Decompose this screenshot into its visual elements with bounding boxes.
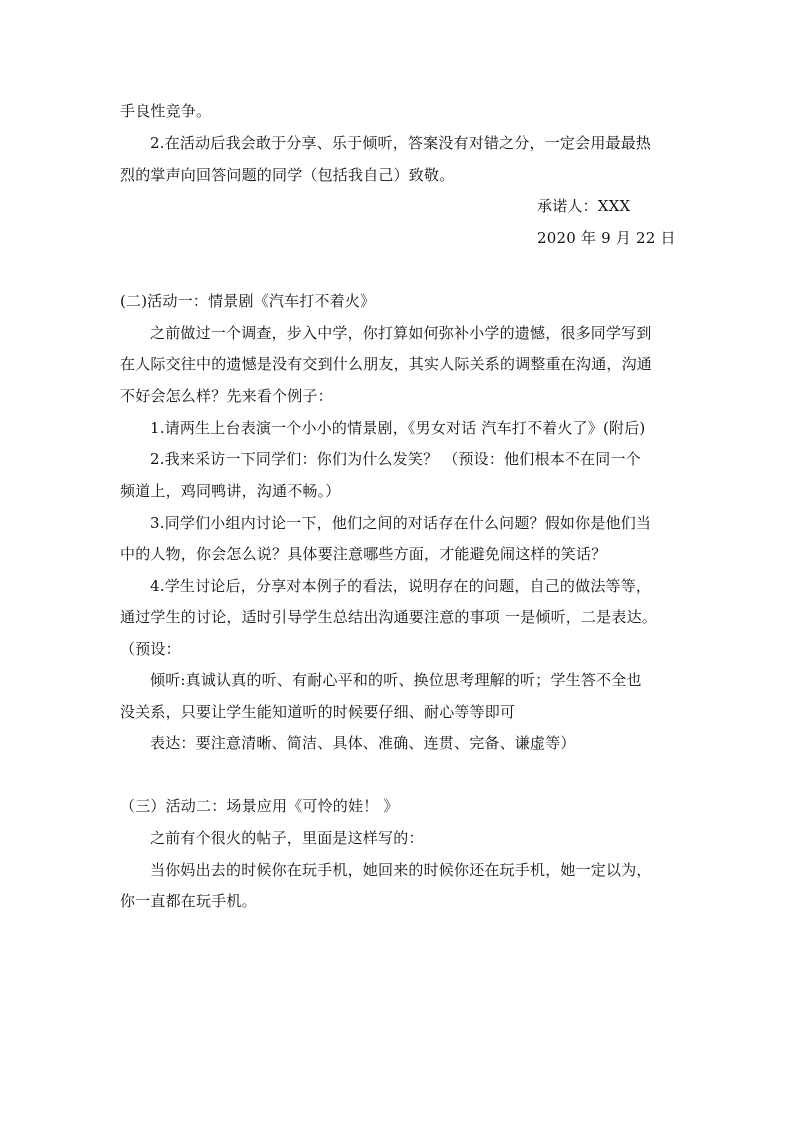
text-line: 频道上，鸡同鸭讲，沟通不畅。） <box>120 482 341 500</box>
text-line: 倾听:真诚认真的听、有耐心平和的听、换位思考理解的听；学生答不全也 <box>150 671 642 689</box>
text-line: 2.我来采访一下同学们：你们为什么发笑？ （预设：他们根本不在同一个 <box>150 450 641 468</box>
text-line: 你一直都在玩手机。 <box>120 892 257 910</box>
text-line: （预设： <box>120 640 181 658</box>
text-line: 没关系，只要让学生能知道听的时候要仔细、耐心等等即可 <box>120 703 516 721</box>
signature-name: 承诺人：XXX <box>537 197 631 215</box>
text-line: 4.学生讨论后，分享对本例子的看法，说明存在的问题，自己的做法等等， <box>150 577 652 595</box>
text-line: 当你妈出去的时候你在玩手机，她回来的时候你还在玩手机，她一定以为， <box>150 861 652 879</box>
text-line: 在人际交往中的遗憾是没有交到什么朋友，其实人际关系的调整重在沟通，沟通 <box>120 355 653 373</box>
signature-date: 2020 年 9 月 22 日 <box>537 229 676 247</box>
section-heading: （三）活动二：场景应用《可怜的娃！ 》 <box>120 797 399 815</box>
text-line: 手良性竞争。 <box>120 102 212 120</box>
text-line: 表达：要注意清晰、简洁、具体、准确、连贯、完备、谦虚等） <box>150 734 576 752</box>
text-line: 1.请两生上台表演一个小小的情景剧，《男女对话 汽车打不着火了》(附后) <box>150 419 646 437</box>
text-line: 2.在活动后我会敢于分享、乐于倾听，答案没有对错之分，一定会用最最热 <box>150 134 652 152</box>
text-line: 烈的掌声向回答问题的同学（包括我自己）致敬。 <box>120 166 455 184</box>
text-line: 中的人物，你会怎么说？具体要注意哪些方面，才能避免闹这样的笑话？ <box>120 545 607 563</box>
text-line: 之前有个很火的帖子，里面是这样写的： <box>150 829 424 847</box>
text-line: 之前做过一个调查，步入中学，你打算如何弥补小学的遗憾，很多同学写到 <box>150 324 652 342</box>
text-line: 不好会怎么样？先来看个例子： <box>120 387 333 405</box>
text-line: 3.同学们小组内讨论一下，他们之间的对话存在什么问题？假如你是他们当 <box>150 514 652 532</box>
section-heading: (二)活动一：情景剧《汽车打不着火》 <box>120 292 376 310</box>
text-line: 通过学生的讨论，适时引导学生总结出沟通要注意的事项 一是倾听，二是表达。 <box>120 608 657 626</box>
